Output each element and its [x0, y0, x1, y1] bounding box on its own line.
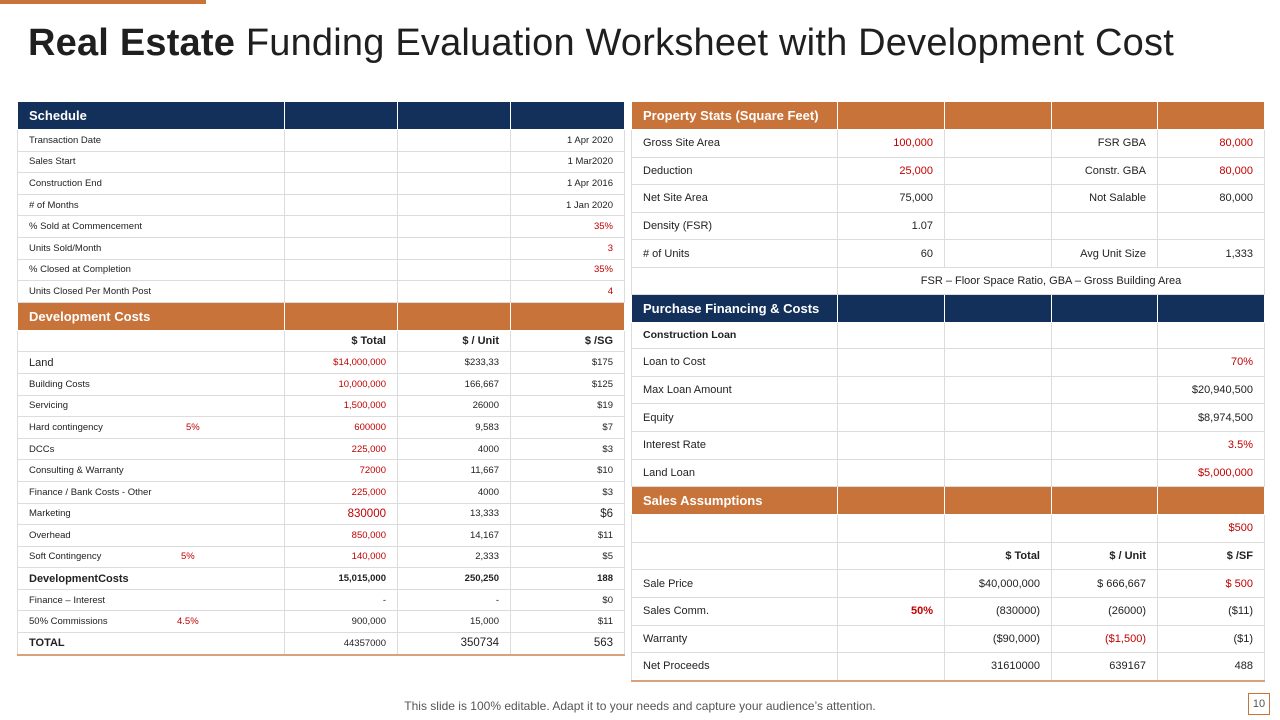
sales-label: Warranty	[632, 625, 838, 653]
property-stats-row	[632, 240, 1265, 268]
stat-value: 75,000	[838, 185, 945, 213]
cost-total: 600000	[285, 417, 398, 439]
schedule-value: 1 Mar2020	[511, 151, 625, 173]
cost-per-unit: $233,33	[398, 352, 511, 374]
cost-percent: 4.5%	[177, 616, 199, 628]
construction-loan-label: Construction Loan	[632, 322, 838, 349]
sales-row	[632, 625, 1265, 653]
sales-per-unit: $ 666,667	[1052, 570, 1158, 598]
stat-label: Net Site Area	[632, 185, 838, 213]
cost-label: Overhead	[18, 525, 285, 547]
stat-label: # of Units	[632, 240, 838, 268]
cost-per-sg: $6	[511, 503, 625, 525]
cost-per-sg: $175	[511, 352, 625, 374]
cost-per-sg: 188	[511, 568, 625, 590]
sales-per-sf: ($1)	[1158, 625, 1265, 653]
property-financing-sales-table	[631, 101, 1265, 682]
schedule-value: 4	[511, 281, 625, 303]
cost-row	[18, 373, 625, 395]
sales-row	[632, 570, 1265, 598]
sales-column-header-per-unit: $ / Unit	[1052, 542, 1158, 570]
cost-per-sg: $7	[511, 417, 625, 439]
sales-percent	[838, 570, 945, 598]
cost-row	[18, 503, 625, 525]
stat-value-2: 1,333	[1158, 240, 1265, 268]
financing-label: Land Loan	[632, 459, 838, 487]
cost-per-unit: -	[398, 589, 511, 611]
cost-label: Land	[18, 352, 285, 374]
development-costs-column-header-row	[18, 330, 625, 352]
accent-bar	[0, 0, 206, 4]
financing-label: Loan to Cost	[632, 349, 838, 377]
schedule-row	[18, 151, 625, 173]
footer-note: This slide is 100% editable. Adapt it to your needs and capture your audience’s attention.	[404, 699, 876, 713]
cost-total: 830000	[285, 503, 398, 525]
schedule-value: 3	[511, 237, 625, 259]
property-stats-row	[632, 185, 1265, 213]
stat-value: 1.07	[838, 212, 945, 240]
schedule-row	[18, 259, 625, 281]
cost-row	[18, 417, 625, 439]
sales-label: Sales Comm.	[632, 597, 838, 625]
construction-loan-row	[632, 322, 1265, 349]
cost-row	[18, 525, 625, 547]
cost-row	[18, 589, 625, 611]
cost-total: 225,000	[285, 438, 398, 460]
schedule-value: 1 Jan 2020	[511, 194, 625, 216]
sales-column-header-row	[632, 542, 1265, 570]
financing-row	[632, 349, 1265, 377]
cost-per-unit: 9,583	[398, 417, 511, 439]
financing-value: $20,940,500	[1158, 376, 1265, 404]
stat-value-2	[1158, 212, 1265, 240]
cost-label: Hard contingency 5%	[18, 417, 285, 439]
purchase-financing-header-row	[632, 294, 1265, 322]
cost-per-sg: $11	[511, 611, 625, 633]
financing-label: Interest Rate	[632, 431, 838, 459]
stat-value: 60	[838, 240, 945, 268]
cost-per-unit: 4000	[398, 481, 511, 503]
sales-per-sf: $ 500	[1158, 570, 1265, 598]
development-costs-header: Development Costs	[18, 302, 285, 330]
schedule-development-table	[17, 101, 625, 656]
stat-value: 100,000	[838, 130, 945, 158]
cost-per-sg: $3	[511, 438, 625, 460]
stat-label: Deduction	[632, 157, 838, 185]
sales-total: ($90,000)	[945, 625, 1052, 653]
column-header-per-unit: $ / Unit	[398, 330, 511, 352]
stat-label-2	[1052, 212, 1158, 240]
cost-row	[18, 611, 625, 633]
cost-per-unit: 13,333	[398, 503, 511, 525]
sales-column-header-total: $ Total	[945, 542, 1052, 570]
column-header-per-sg: $ /SG	[511, 330, 625, 352]
title-rest: Funding Evaluation Worksheet with Development Cost	[235, 22, 1174, 64]
cost-total: 15,015,000	[285, 568, 398, 590]
cost-per-unit: 14,167	[398, 525, 511, 547]
cost-row	[18, 481, 625, 503]
financing-value: 3.5%	[1158, 431, 1265, 459]
financing-value: $5,000,000	[1158, 459, 1265, 487]
property-stats-header-row	[632, 102, 1265, 130]
cost-per-unit: 11,667	[398, 460, 511, 482]
stat-value: 25,000	[838, 157, 945, 185]
cost-total-row	[18, 633, 625, 655]
schedule-value: 1 Apr 2020	[511, 130, 625, 152]
cost-label: Soft Contingency 5%	[18, 546, 285, 568]
cost-total: 10,000,000	[285, 373, 398, 395]
cost-per-unit: 2,333	[398, 546, 511, 568]
sales-top-row	[632, 515, 1265, 543]
cost-per-unit: 350734	[398, 633, 511, 655]
property-stats-note: FSR – Floor Space Ratio, GBA – Gross Building Area	[838, 267, 1265, 294]
sales-label: Net Proceeds	[632, 653, 838, 681]
stat-label: Gross Site Area	[632, 130, 838, 158]
sales-percent: 50%	[838, 597, 945, 625]
cost-subtotal-row	[18, 568, 625, 590]
cost-label: Consulting & Warranty	[18, 460, 285, 482]
cost-per-unit: 15,000	[398, 611, 511, 633]
cost-label: Building Costs	[18, 373, 285, 395]
schedule-value: 1 Apr 2016	[511, 173, 625, 195]
financing-row	[632, 459, 1265, 487]
cost-per-sg: $10	[511, 460, 625, 482]
financing-value: $8,974,500	[1158, 404, 1265, 432]
property-stats-row	[632, 212, 1265, 240]
sales-total: 31610000	[945, 653, 1052, 681]
stat-label-2: Avg Unit Size	[1052, 240, 1158, 268]
cost-row	[18, 460, 625, 482]
schedule-label: Units Closed Per Month Post	[18, 281, 285, 303]
cost-percent: 5%	[181, 551, 195, 563]
cost-percent: 5%	[186, 421, 200, 433]
schedule-row	[18, 130, 625, 152]
schedule-label: % Sold at Commencement	[18, 216, 285, 238]
property-stats-note-row	[632, 267, 1265, 294]
cost-label: DCCs	[18, 438, 285, 460]
cost-per-unit: 166,667	[398, 373, 511, 395]
stat-value-2: 80,000	[1158, 130, 1265, 158]
stat-value-2: 80,000	[1158, 157, 1265, 185]
sales-per-unit: ($1,500)	[1052, 625, 1158, 653]
schedule-label: Transaction Date	[18, 130, 285, 152]
stat-label: Density (FSR)	[632, 212, 838, 240]
property-stats-row	[632, 130, 1265, 158]
cost-per-sg: $5	[511, 546, 625, 568]
cost-label: Finance – Interest	[18, 589, 285, 611]
cost-total: 140,000	[285, 546, 398, 568]
financing-row	[632, 431, 1265, 459]
schedule-label: # of Months	[18, 194, 285, 216]
cost-row	[18, 438, 625, 460]
cost-per-sg: $19	[511, 395, 625, 417]
schedule-label: Construction End	[18, 173, 285, 195]
cost-label: Marketing	[18, 503, 285, 525]
schedule-label: Units Sold/Month	[18, 237, 285, 259]
cost-total: 900,000	[285, 611, 398, 633]
cost-total: -	[285, 589, 398, 611]
schedule-row	[18, 281, 625, 303]
cost-label: TOTAL	[18, 633, 285, 655]
page-title	[28, 22, 1174, 65]
stat-label-2: FSR GBA	[1052, 130, 1158, 158]
schedule-header: Schedule	[18, 102, 285, 130]
cost-total: $14,000,000	[285, 352, 398, 374]
sales-total: (830000)	[945, 597, 1052, 625]
cost-row	[18, 352, 625, 374]
cost-per-sg: 563	[511, 633, 625, 655]
cost-label: Finance / Bank Costs - Other	[18, 481, 285, 503]
title-bold: Real Estate	[28, 22, 236, 64]
sales-assumptions-header-row	[632, 487, 1265, 515]
sales-label: Sale Price	[632, 570, 838, 598]
schedule-header-row	[18, 102, 625, 130]
cost-per-sg: $11	[511, 525, 625, 547]
cost-total: 225,000	[285, 481, 398, 503]
stat-label-2: Not Salable	[1052, 185, 1158, 213]
schedule-value: 35%	[511, 216, 625, 238]
cost-per-sg: $3	[511, 481, 625, 503]
sales-per-unit: 639167	[1052, 653, 1158, 681]
property-stats-header: Property Stats (Square Feet)	[632, 102, 838, 130]
sales-per-sf: 488	[1158, 653, 1265, 681]
page-number: 10	[1248, 693, 1270, 715]
cost-label: DevelopmentCosts	[18, 568, 285, 590]
stat-value-2: 80,000	[1158, 185, 1265, 213]
cost-total: 44357000	[285, 633, 398, 655]
schedule-label: % Closed at Completion	[18, 259, 285, 281]
financing-label: Equity	[632, 404, 838, 432]
property-stats-row	[632, 157, 1265, 185]
cost-label: Servicing	[18, 395, 285, 417]
cost-row	[18, 546, 625, 568]
cost-row	[18, 395, 625, 417]
stat-label-2: Constr. GBA	[1052, 157, 1158, 185]
financing-value: 70%	[1158, 349, 1265, 377]
purchase-financing-header: Purchase Financing & Costs	[632, 294, 838, 322]
sales-top-value: $500	[1158, 515, 1265, 543]
cost-per-sg: $0	[511, 589, 625, 611]
sales-percent	[838, 625, 945, 653]
sales-assumptions-header: Sales Assumptions	[632, 487, 838, 515]
schedule-row	[18, 173, 625, 195]
cost-total: 850,000	[285, 525, 398, 547]
cost-total: 1,500,000	[285, 395, 398, 417]
cost-per-unit: 26000	[398, 395, 511, 417]
schedule-label: Sales Start	[18, 151, 285, 173]
schedule-value: 35%	[511, 259, 625, 281]
financing-row	[632, 404, 1265, 432]
sales-column-header-per-sf: $ /SF	[1158, 542, 1265, 570]
cost-total: 72000	[285, 460, 398, 482]
cost-per-unit: 4000	[398, 438, 511, 460]
sales-per-sf: ($11)	[1158, 597, 1265, 625]
sales-row	[632, 597, 1265, 625]
financing-row	[632, 376, 1265, 404]
cost-label: 50% Commissions 4.5%	[18, 611, 285, 633]
financing-label: Max Loan Amount	[632, 376, 838, 404]
cost-per-sg: $125	[511, 373, 625, 395]
column-header-total: $ Total	[285, 330, 398, 352]
schedule-row	[18, 237, 625, 259]
schedule-row	[18, 216, 625, 238]
sales-total: $40,000,000	[945, 570, 1052, 598]
sales-row	[632, 653, 1265, 681]
development-costs-header-row	[18, 302, 625, 330]
sales-percent	[838, 653, 945, 681]
cost-per-unit: 250,250	[398, 568, 511, 590]
schedule-row	[18, 194, 625, 216]
sales-per-unit: (26000)	[1052, 597, 1158, 625]
